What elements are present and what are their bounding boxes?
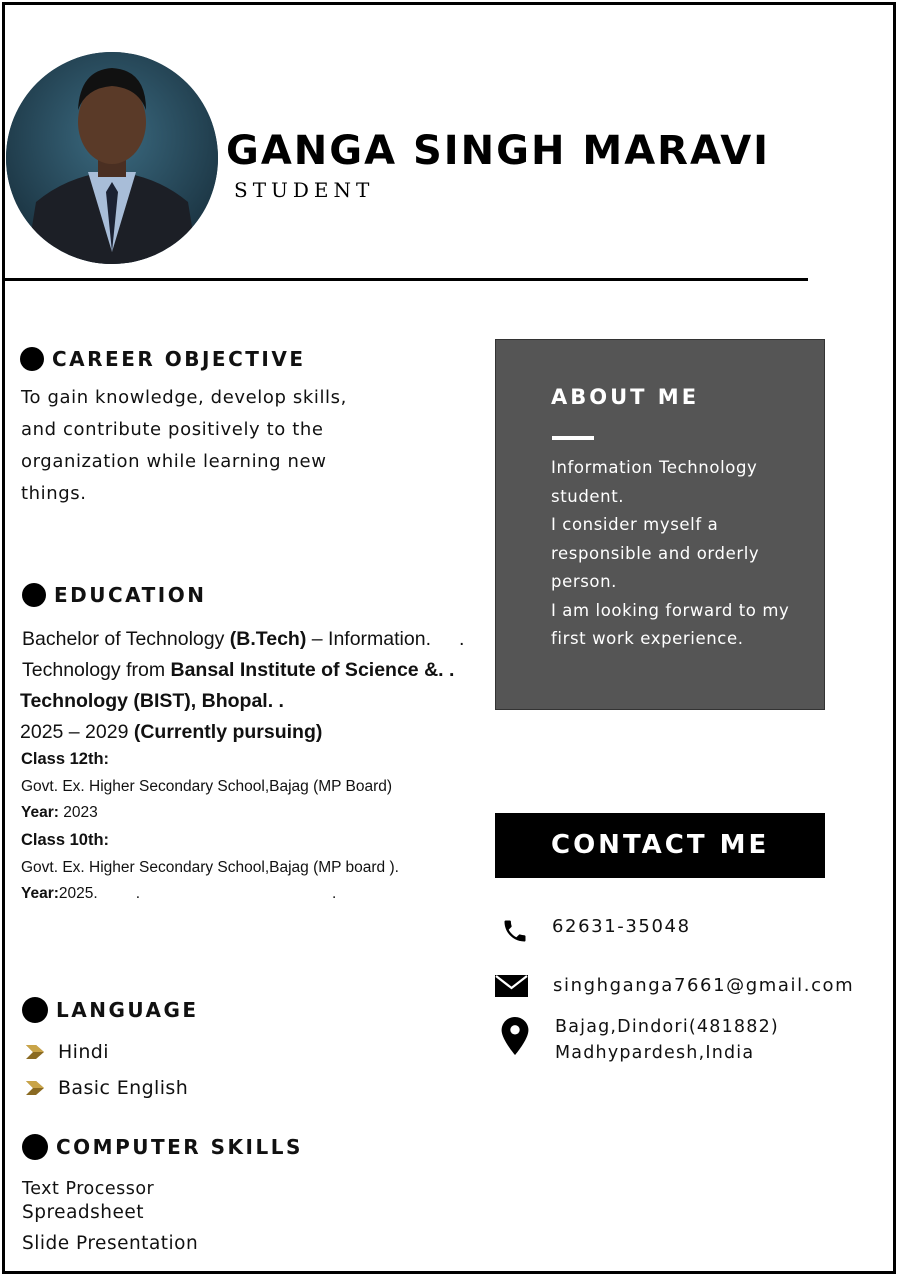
- objective-line: and contribute positively to the: [21, 419, 324, 440]
- contact-me-banner: [495, 813, 825, 878]
- degree-abbrev: (B.Tech): [229, 628, 307, 650]
- about-line: student.: [551, 486, 625, 506]
- chevron-right-icon: [24, 1043, 46, 1061]
- computer-skills-heading-text: COMPUTER SKILLS: [56, 1135, 303, 1159]
- degree-line-1: [22, 624, 492, 655]
- contact-address-line2: Madhypardesh,India: [555, 1043, 755, 1063]
- about-line: Information Technology: [551, 458, 758, 477]
- language-heading-text: LANGUAGE: [56, 998, 199, 1022]
- candidate-role: STUDENT: [234, 178, 375, 202]
- bullet-dot-icon: [20, 347, 44, 371]
- chevron-right-icon: [24, 1079, 46, 1097]
- map-pin-icon: [501, 1017, 529, 1055]
- bullet-dot-icon: [22, 1134, 48, 1160]
- class10-label-text: Class 10th:: [21, 831, 110, 849]
- header-divider: [4, 278, 808, 281]
- profile-photo: [6, 52, 218, 264]
- degree-field: – Information.: [306, 628, 431, 650]
- degree-details: [22, 624, 492, 748]
- class12-school: Govt. Ex. Higher Secondary School,Bajag (MP Board): [21, 778, 393, 795]
- about-me-underline: [552, 436, 594, 440]
- about-line: I am looking forward to my: [551, 600, 790, 620]
- degree-line-2: [22, 655, 492, 686]
- candidate-name: GANGA SINGH MARAVI: [226, 128, 771, 174]
- about-me-panel: [495, 339, 825, 710]
- class10-label: [21, 831, 109, 850]
- computer-skills-heading: [22, 1134, 303, 1160]
- about-line: first work experience.: [551, 629, 744, 648]
- stray-dot: .: [135, 885, 141, 902]
- year-label: Year:: [21, 885, 59, 902]
- class10-year: [21, 885, 336, 903]
- degree-line-4: [20, 717, 492, 748]
- bullet-dot-icon: [22, 583, 46, 607]
- bullet-dot-icon: [22, 997, 48, 1023]
- phone-icon: [501, 917, 529, 945]
- objective-line: To gain knowledge, develop skills,: [21, 387, 347, 408]
- year-value: 2023: [58, 804, 98, 821]
- stray-dot: .: [332, 885, 337, 902]
- about-line: I consider myself a: [551, 515, 719, 534]
- language-item: [24, 1077, 188, 1099]
- language-item: [24, 1041, 109, 1063]
- degree-status: (Currently pursuing): [133, 721, 323, 743]
- degree-text: Bachelor of Technology: [22, 628, 230, 650]
- class12-label: [21, 750, 109, 769]
- contact-address-line1: Bajag,Dindori(481882): [555, 1017, 779, 1037]
- about-line: responsible and orderly: [551, 543, 760, 563]
- career-objective-heading: [20, 347, 306, 371]
- stray-dot: .: [459, 628, 465, 650]
- about-me-heading: ABOUT ME: [551, 385, 700, 409]
- contact-phone[interactable]: 62631-35048: [552, 916, 691, 937]
- career-objective-heading-text: CAREER OBJECTIVE: [52, 347, 306, 371]
- class12-year: [21, 804, 98, 822]
- year-value: 2025.: [58, 885, 98, 902]
- about-me-text: [551, 454, 816, 654]
- institute-name: Bansal Institute of Science &. .: [170, 659, 455, 681]
- contact-me-heading: CONTACT ME: [551, 830, 770, 860]
- class12-label-text: Class 12th:: [21, 750, 110, 768]
- degree-text: Technology from: [22, 659, 171, 681]
- skill-item: Spreadsheet: [22, 1202, 145, 1223]
- year-label: Year:: [21, 804, 59, 821]
- contact-email[interactable]: singhganga7661@gmail.com: [553, 975, 855, 996]
- objective-line: things.: [21, 483, 87, 504]
- class10-school: Govt. Ex. Higher Secondary School,Bajag (MP board ).: [21, 859, 399, 876]
- language-name: Basic English: [58, 1077, 189, 1099]
- language-name: Hindi: [58, 1041, 109, 1063]
- degree-line-3: Technology (BIST), Bhopal. .: [20, 690, 284, 712]
- envelope-icon: [495, 975, 528, 997]
- objective-line: organization while learning new: [21, 451, 327, 472]
- language-heading: [22, 997, 199, 1023]
- skill-item: Slide Presentation: [22, 1233, 199, 1254]
- education-heading-text: EDUCATION: [54, 583, 207, 607]
- career-objective-text: [21, 382, 381, 510]
- education-heading: [22, 583, 206, 607]
- skill-item: Text Processor: [22, 1179, 155, 1199]
- degree-years: 2025 – 2029: [20, 721, 134, 743]
- about-line: person.: [551, 572, 618, 591]
